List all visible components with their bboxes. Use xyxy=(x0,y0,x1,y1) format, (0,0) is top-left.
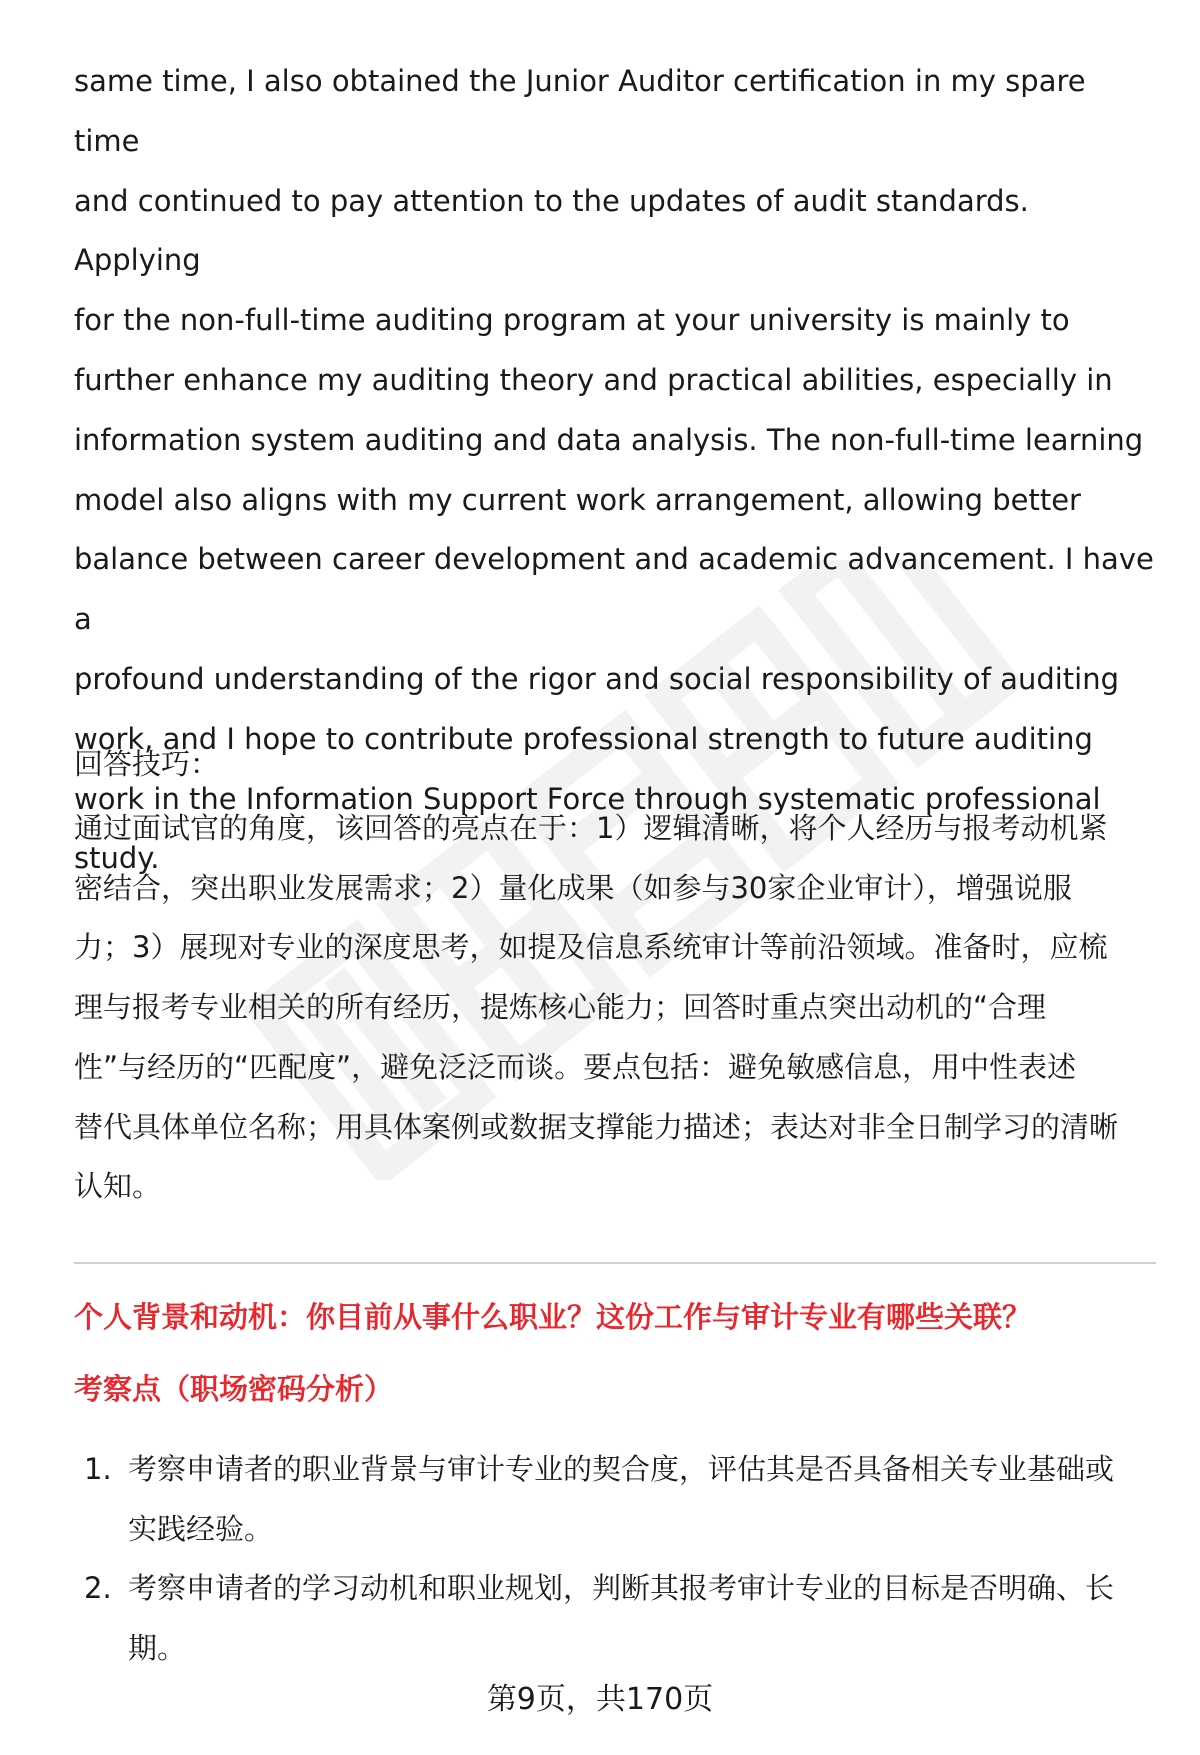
tips-line: 理与报考专业相关的所有经历，提炼核心能力；回答时重点突出动机的“合理 xyxy=(74,990,1047,1025)
tips-line: 性”与经历的“匹配度”，避免泛泛而谈。要点包括：避免敏感信息，用中性表述 xyxy=(74,1049,1077,1084)
answer-line: further enhance my auditing theory and practical abilities, especially in xyxy=(74,362,1113,397)
answer-line: same time, I also obtained the Junior Auditor certification in my spare time xyxy=(74,64,1086,158)
tips-line: 通过面试官的角度，该回答的亮点在于：1）逻辑清晰，将个人经历与报考动机紧 xyxy=(74,811,1108,845)
answer-line: profound understanding of the rigor and social responsibility of auditing xyxy=(74,661,1120,696)
answer-line: work in the Information Support Force through systematic professional xyxy=(74,781,1101,816)
tips-line: 替代具体单位名称；用具体案例或数据支撑能力描述；表达对非全日制学习的清晰 xyxy=(74,1109,1119,1144)
answer-line: work, and I hope to contribute professional strength to future auditing xyxy=(74,721,1093,756)
list-item-line: 考察申请者的学习动机和职业规划，判断其报考审计专业的目标是否明确、长 xyxy=(128,1571,1115,1606)
list-item xyxy=(74,1559,1156,1678)
question-title: 个人背景和动机：你目前从事什么职业？这份工作与审计专业有哪些关联？ xyxy=(74,1300,1032,1334)
tips-line: 力；3）展现对专业的深度思考，如提及信息系统审计等前沿领域。准备时，应梳 xyxy=(74,930,1108,965)
answer-english-paragraph xyxy=(74,52,1154,889)
page-number-footer: 第9页，共170页 xyxy=(486,1682,714,1717)
question-subtitle: 考察点（职场密码分析） xyxy=(74,1372,394,1406)
assessment-points-list xyxy=(74,1440,1156,1679)
answer-line: information system auditing and data analysis. The non-full-time learning xyxy=(74,422,1144,457)
tips-line: 认知。 xyxy=(74,1169,162,1204)
tips-paragraph xyxy=(74,799,1154,1217)
answer-line: model also aligns with my current work arrangement, allowing better xyxy=(74,482,1081,517)
answer-line: balance between career development and academic advancement. I have a xyxy=(74,542,1154,637)
list-item-line: 期。 xyxy=(128,1631,187,1666)
answer-line: and continued to pay attention to the updates of audit standards. Applying xyxy=(74,183,1029,278)
list-item xyxy=(74,1440,1156,1559)
section-divider xyxy=(74,1262,1156,1264)
list-item-number: 2. xyxy=(84,1571,112,1606)
list-item-number: 1. xyxy=(84,1452,112,1486)
tips-label: 回答技巧： xyxy=(74,747,220,781)
list-item-line: 考察申请者的职业背景与审计专业的契合度，评估其是否具备相关专业基础或 xyxy=(128,1452,1115,1486)
answer-line: for the non-full-time auditing program at your university is mainly to xyxy=(74,303,1070,338)
answer-line: study. xyxy=(74,841,160,876)
list-item-line: 实践经验。 xyxy=(128,1511,274,1546)
tips-line: 密结合，突出职业发展需求；2）量化成果（如参与30家企业审计），增强说服 xyxy=(74,870,1072,905)
